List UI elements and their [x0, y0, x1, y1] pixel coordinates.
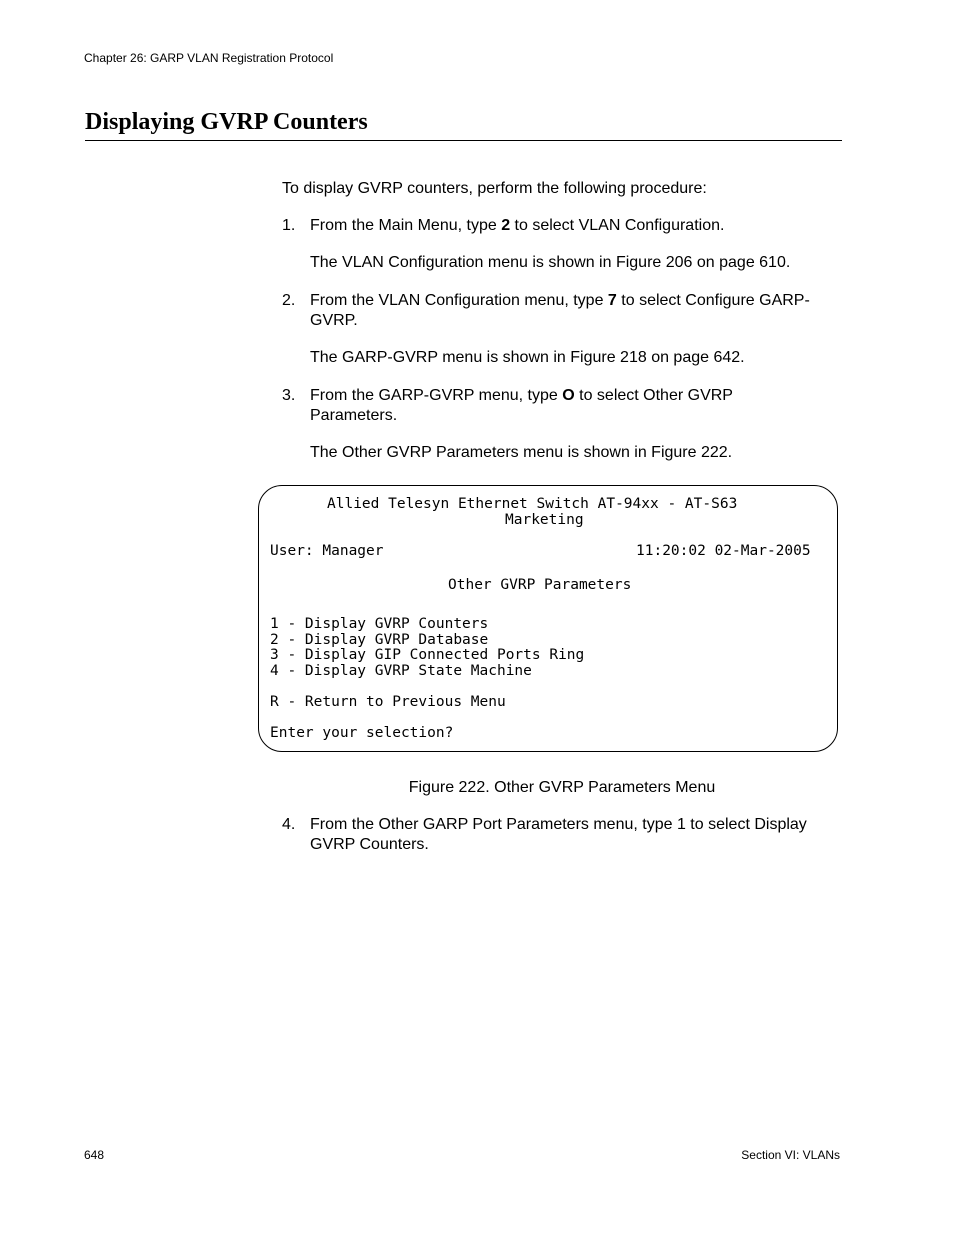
terminal-title-line1: Allied Telesyn Ethernet Switch AT-94xx - AT-S63 [327, 496, 738, 512]
menu-option-return[interactable]: R - Return to Previous Menu [270, 694, 506, 710]
step-text [310, 386, 782, 426]
section-title: Displaying GVRP Counters [85, 109, 368, 135]
footer-section: Section VI: VLANs [741, 1148, 840, 1162]
menu-option-display-gvrp-counters[interactable]: 1 - Display GVRP Counters [270, 616, 489, 632]
step-key: 2 [501, 217, 511, 234]
step-3 [282, 386, 782, 426]
terminal-timestamp: 11:20:02 02-Mar-2005 [636, 543, 811, 559]
step-number: 1. [282, 217, 296, 234]
step-text-after: to select VLAN Configuration. [510, 217, 725, 234]
step-text-after: to select Other GVRP Parameters. [310, 387, 733, 424]
step-3-note: The Other GVRP Parameters menu is shown in Figure 222. [310, 444, 733, 461]
step-number: 3. [282, 387, 296, 404]
menu-option-display-gvrp-state-machine[interactable]: 4 - Display GVRP State Machine [270, 663, 532, 679]
title-rule [85, 140, 842, 141]
terminal-menu-title: Other GVRP Parameters [448, 577, 632, 593]
step-1 [282, 216, 844, 236]
step-1-note: The VLAN Configuration menu is shown in Figure 206 on page 610. [310, 254, 791, 271]
step-2 [282, 291, 844, 331]
intro-paragraph: To display GVRP counters, perform the following procedure: [282, 180, 707, 197]
step-text-after: to select Configure GARP-GVRP. [310, 292, 810, 329]
terminal-prompt[interactable]: Enter your selection? [270, 725, 454, 741]
terminal-title-line2: Marketing [505, 512, 584, 528]
step-2-note: The GARP-GVRP menu is shown in Figure 218 on page 642. [310, 349, 745, 366]
step-4 [282, 815, 844, 855]
step-text [310, 291, 844, 331]
terminal-user: User: Manager [270, 543, 384, 559]
step-text-before: From the GARP-GVRP menu, type [310, 387, 563, 404]
step-number: 2. [282, 292, 296, 309]
menu-option-display-gvrp-database[interactable]: 2 - Display GVRP Database [270, 632, 489, 648]
figure-caption: Figure 222. Other GVRP Parameters Menu [408, 779, 716, 796]
chapter-header: Chapter 26: GARP VLAN Registration Protocol [84, 51, 334, 65]
step-text-before: From the VLAN Configuration menu, type [310, 292, 608, 309]
terminal-screen [258, 485, 838, 752]
page-number: 648 [84, 1148, 105, 1162]
step-text: From the Other GARP Port Parameters menu, type 1 to select Display GVRP Counters. [310, 816, 807, 853]
step-text [310, 216, 844, 236]
step-number: 4. [282, 816, 296, 833]
step-key: 7 [607, 292, 617, 309]
menu-option-display-gip-connected-ports-ring[interactable]: 3 - Display GIP Connected Ports Ring [270, 647, 585, 663]
step-text-before: From the Main Menu, type [310, 217, 502, 234]
step-key: O [562, 387, 575, 404]
